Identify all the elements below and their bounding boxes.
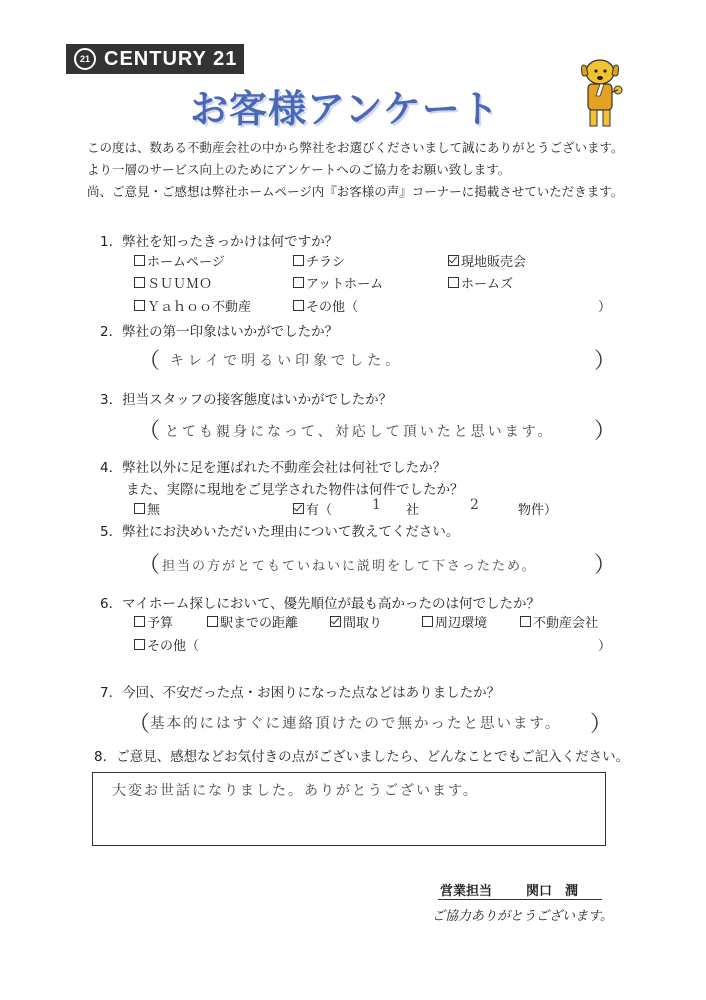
thanks-text: ご協力ありがとうございます。	[432, 909, 613, 924]
checkbox[interactable]	[134, 503, 145, 514]
q6-option-floor-plan[interactable]: 間取り	[330, 612, 382, 631]
q5-label: 5．弊社にお決めいただいた理由について教えてください。	[100, 524, 460, 540]
checkbox-checked[interactable]	[293, 503, 304, 514]
q8-answer[interactable]: 大変お世話になりました。ありがとうございます。	[112, 783, 479, 799]
q3-open-paren: （	[138, 419, 161, 444]
checkbox[interactable]	[134, 616, 145, 627]
century21-logo	[66, 44, 244, 74]
checkbox[interactable]	[520, 616, 531, 627]
checkbox[interactable]	[134, 300, 145, 311]
q4-company-unit: 社	[406, 503, 420, 518]
q7-open-paren: （	[128, 712, 151, 737]
q6-option-station-distance[interactable]: 駅までの距離	[207, 612, 298, 631]
q1-option-homepage[interactable]: ホームページ	[134, 251, 225, 270]
q1-other-close-paren: ）	[598, 300, 612, 315]
checkbox[interactable]	[448, 277, 459, 288]
q4-label-2: また、実際に現地をご見学された物件は何件でしたか？	[126, 482, 464, 498]
intro-line-2: より一層のサービス向上のためにアンケートへのご協力をお願い致します。	[87, 162, 511, 177]
q1-option-athome[interactable]: アットホーム	[293, 273, 383, 292]
q1-option-other[interactable]: その他（	[293, 296, 358, 315]
q5-answer[interactable]: 担当の方がとてもていねいに説明をして下さったため。	[162, 559, 537, 574]
q6-other-close-paren: ）	[598, 639, 612, 654]
q6-option-other[interactable]: その他（	[134, 635, 199, 654]
q6-label: 6．マイホーム探しにおいて、優先順位が最も高かったのは何でしたか？	[100, 596, 541, 612]
q7-answer[interactable]: 基本的にはすぐに連絡頂けたので無かったと思います。	[150, 716, 562, 732]
q2-close-paren: ）	[594, 349, 617, 374]
checkbox[interactable]	[293, 277, 304, 288]
q6-option-budget[interactable]: 予算	[134, 612, 173, 631]
q4-property-count[interactable]: 2	[470, 497, 483, 513]
q5-open-paren: （	[138, 553, 161, 578]
q7-close-paren: ）	[590, 712, 613, 737]
checkbox[interactable]	[422, 616, 433, 627]
q4-label: 4．弊社以外に足を運ばれた不動産会社は何社でしたか？	[100, 460, 447, 476]
q3-label: 3．担当スタッフの接客態度はいかがでしたか？	[100, 392, 393, 408]
q5-close-paren: ）	[594, 553, 617, 578]
checkbox[interactable]	[207, 616, 218, 627]
intro-line-1: この度は、数ある不動産会社の中から弊社をお選びくださいまして誠にありがとうございます。	[87, 140, 624, 155]
q1-option-yahoo[interactable]: Ｙａｈｏｏ不動産	[134, 296, 251, 315]
q2-answer[interactable]: キレイで明るい印象でした。	[170, 353, 404, 369]
checkbox[interactable]	[134, 277, 145, 288]
q1-option-flyer[interactable]: チラシ	[293, 251, 345, 270]
q7-label: 7．今回、不安だった点・お困りになった点などはありましたか？	[100, 685, 501, 701]
q4-option-yes[interactable]: 有（	[293, 499, 332, 518]
q6-option-company[interactable]: 不動産会社	[520, 612, 598, 631]
dog-mascot-icon	[578, 56, 634, 130]
checkbox-checked[interactable]	[330, 616, 341, 627]
intro-line-3: 尚、ご意見・ご感想は弊社ホームページ内『お客様の声』コーナーに掲載させていただきます。	[87, 184, 624, 199]
q1-option-suumo[interactable]: ＳＵＵＭＯ	[134, 273, 212, 292]
q8-label: 8．ご意見、感想などお気付きの点がございましたら、どんなことでもご記入ください。	[94, 749, 630, 765]
q2-label: 2．弊社の第一印象はいかがでしたか？	[100, 324, 339, 340]
signature-line	[438, 899, 602, 900]
logo-text: CENTURY 21	[104, 47, 238, 70]
staff-name: 関口 潤	[526, 884, 579, 899]
q1-option-homes[interactable]: ホームズ	[448, 273, 513, 292]
checkbox[interactable]	[134, 255, 145, 266]
q4-company-count[interactable]: 1	[372, 497, 385, 513]
page-title: お客様アンケート	[190, 87, 500, 131]
q3-answer[interactable]: とても親身になって、対応して頂いたと思います。	[165, 424, 555, 440]
q1-label: 1．弊社を知ったきっかけは何ですか？	[100, 234, 339, 250]
logo-mark: 21	[74, 48, 96, 70]
q2-open-paren: （	[138, 349, 161, 374]
checkbox[interactable]	[293, 300, 304, 311]
checkbox-checked[interactable]	[448, 255, 459, 266]
checkbox[interactable]	[293, 255, 304, 266]
q4-option-none[interactable]: 無	[134, 499, 160, 518]
q4-property-unit: 物件）	[518, 503, 558, 518]
q1-option-open-house[interactable]: 現地販売会	[448, 251, 526, 270]
q6-option-surroundings[interactable]: 周辺環境	[422, 612, 487, 631]
q3-close-paren: ）	[594, 419, 617, 444]
checkbox[interactable]	[134, 639, 145, 650]
staff-label: 営業担当	[440, 884, 493, 899]
